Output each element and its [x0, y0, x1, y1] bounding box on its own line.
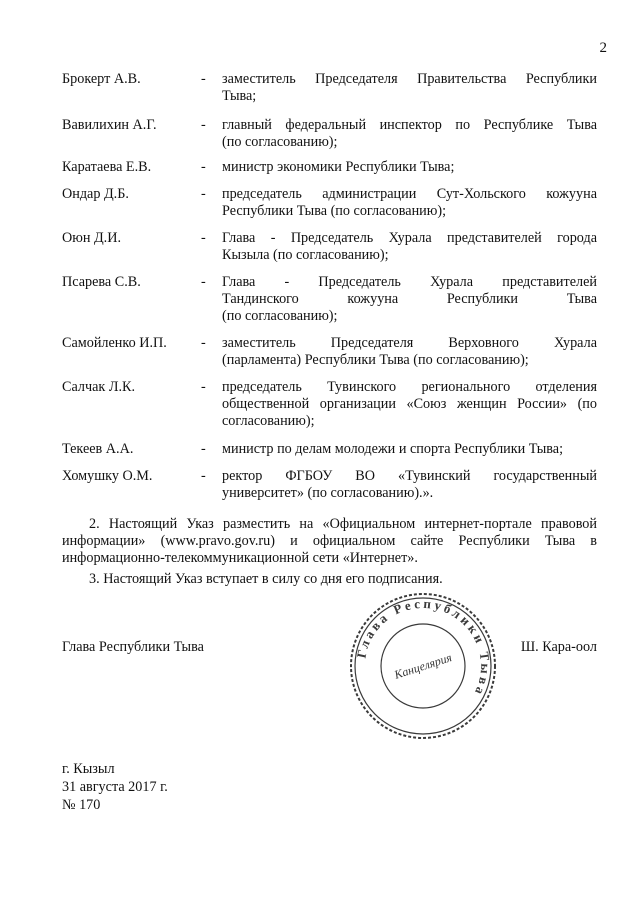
member-row: [62, 335, 597, 369]
member-dash: -: [201, 230, 206, 246]
signer-name: Ш. Кара-оол: [520, 639, 597, 655]
member-role: [222, 71, 597, 105]
member-row: [62, 379, 597, 430]
member-role-line: министр по делам молодежи и спорта Республики Тыва;: [222, 441, 564, 457]
footer-city: г. Кызыл: [62, 761, 115, 777]
member-dash: -: [201, 117, 206, 133]
member-role-line: (парламента) Республики Тыва (по согласованию);: [222, 352, 529, 368]
member-role: [222, 379, 597, 430]
member-role-line: министр экономики Республики Тыва;: [222, 159, 455, 175]
stamp-inner-text: Канцелярия: [392, 650, 454, 682]
member-dash: -: [201, 274, 206, 290]
footer-date: 31 августа 2017 г.: [62, 779, 168, 795]
member-role: [222, 274, 597, 325]
member-role-line: Кызыла (по согласованию);: [222, 247, 389, 263]
page-number: 2: [599, 40, 607, 56]
member-name: Каратаева Е.В.: [62, 159, 152, 175]
member-dash: -: [201, 379, 206, 395]
member-role-line: Тыва;: [222, 88, 257, 104]
member-row: [62, 274, 597, 325]
member-role-line: согласованию);: [222, 413, 315, 429]
paragraph-2-line: информационно-телекоммуникационной сети «Интернет».: [62, 550, 418, 566]
member-role-line: (по согласованию);: [222, 134, 338, 150]
member-role-line: Тандинского кожууна Республики Тыва: [222, 291, 597, 307]
member-role: [222, 186, 597, 220]
member-role: [222, 468, 597, 502]
member-role-line: (по согласованию);: [222, 308, 338, 324]
svg-text:Глава Республики Тыва: [354, 596, 494, 700]
member-role: [222, 230, 597, 264]
member-dash: -: [201, 468, 206, 484]
paragraph-3: 3. Настоящий Указ вступает в силу со дня его подписания.: [89, 571, 443, 587]
member-role-line: заместитель Председателя Правительства Республики: [222, 71, 597, 87]
member-role: [222, 441, 597, 458]
member-role-line: председатель Тувинского регионального отделения: [222, 379, 597, 395]
document-footer: [62, 760, 168, 814]
member-role: [222, 117, 597, 151]
member-role-line: главный федеральный инспектор по Республике Тыва: [222, 117, 597, 133]
member-name: Псарева С.В.: [62, 274, 141, 290]
member-dash: -: [201, 159, 206, 175]
official-stamp: [347, 590, 499, 742]
footer-number: № 170: [62, 797, 101, 813]
member-row: [62, 441, 597, 458]
member-name: Текеев А.А.: [62, 441, 134, 457]
member-row: [62, 186, 597, 220]
member-role: [222, 335, 597, 369]
paragraph-2: [62, 516, 597, 567]
member-row: [62, 159, 597, 176]
member-name: Салчак Л.К.: [62, 379, 136, 395]
member-role-line: заместитель Председателя Верховного Хурала: [222, 335, 597, 351]
member-name: Самойленко И.П.: [62, 335, 167, 351]
paragraph-2-line: 2. Настоящий Указ разместить на «Официальном интернет-портале правовой: [89, 516, 597, 532]
member-role-line: Республики Тыва (по согласованию);: [222, 203, 447, 219]
signature-position: Глава Республики Тыва: [62, 639, 204, 655]
member-name: Хомушку О.М.: [62, 468, 153, 484]
member-role-line: университет» (по согласованию).».: [222, 485, 434, 501]
member-row: [62, 230, 597, 264]
member-row: [62, 71, 597, 105]
member-name: Вавилихин А.Г.: [62, 117, 157, 133]
member-dash: -: [201, 441, 206, 457]
member-row: [62, 117, 597, 151]
member-role-line: Глава - Председатель Хурала представителей города: [222, 230, 597, 246]
member-role: [222, 159, 597, 176]
member-role-line: Глава - Председатель Хурала представителей: [222, 274, 597, 290]
member-name: Ондар Д.Б.: [62, 186, 129, 202]
member-role-line: председатель администрации Сут-Хольского кожууна: [222, 186, 597, 202]
member-dash: -: [201, 71, 206, 87]
stamp-outer-text: Глава Республики Тыва: [353, 595, 494, 700]
member-dash: -: [201, 335, 206, 351]
member-row: [62, 468, 597, 502]
member-name: Оюн Д.И.: [62, 230, 122, 246]
member-role-line: общественной организации «Союз женщин России» (по: [222, 396, 597, 412]
member-dash: -: [201, 186, 206, 202]
member-role-line: ректор ФГБОУ ВО «Тувинский государственный: [222, 468, 597, 484]
paragraph-2-line: информации» (www.pravo.gov.ru) и официальном сайте Республики Тыва в: [62, 533, 597, 549]
member-name: Брокерт А.В.: [62, 71, 141, 87]
